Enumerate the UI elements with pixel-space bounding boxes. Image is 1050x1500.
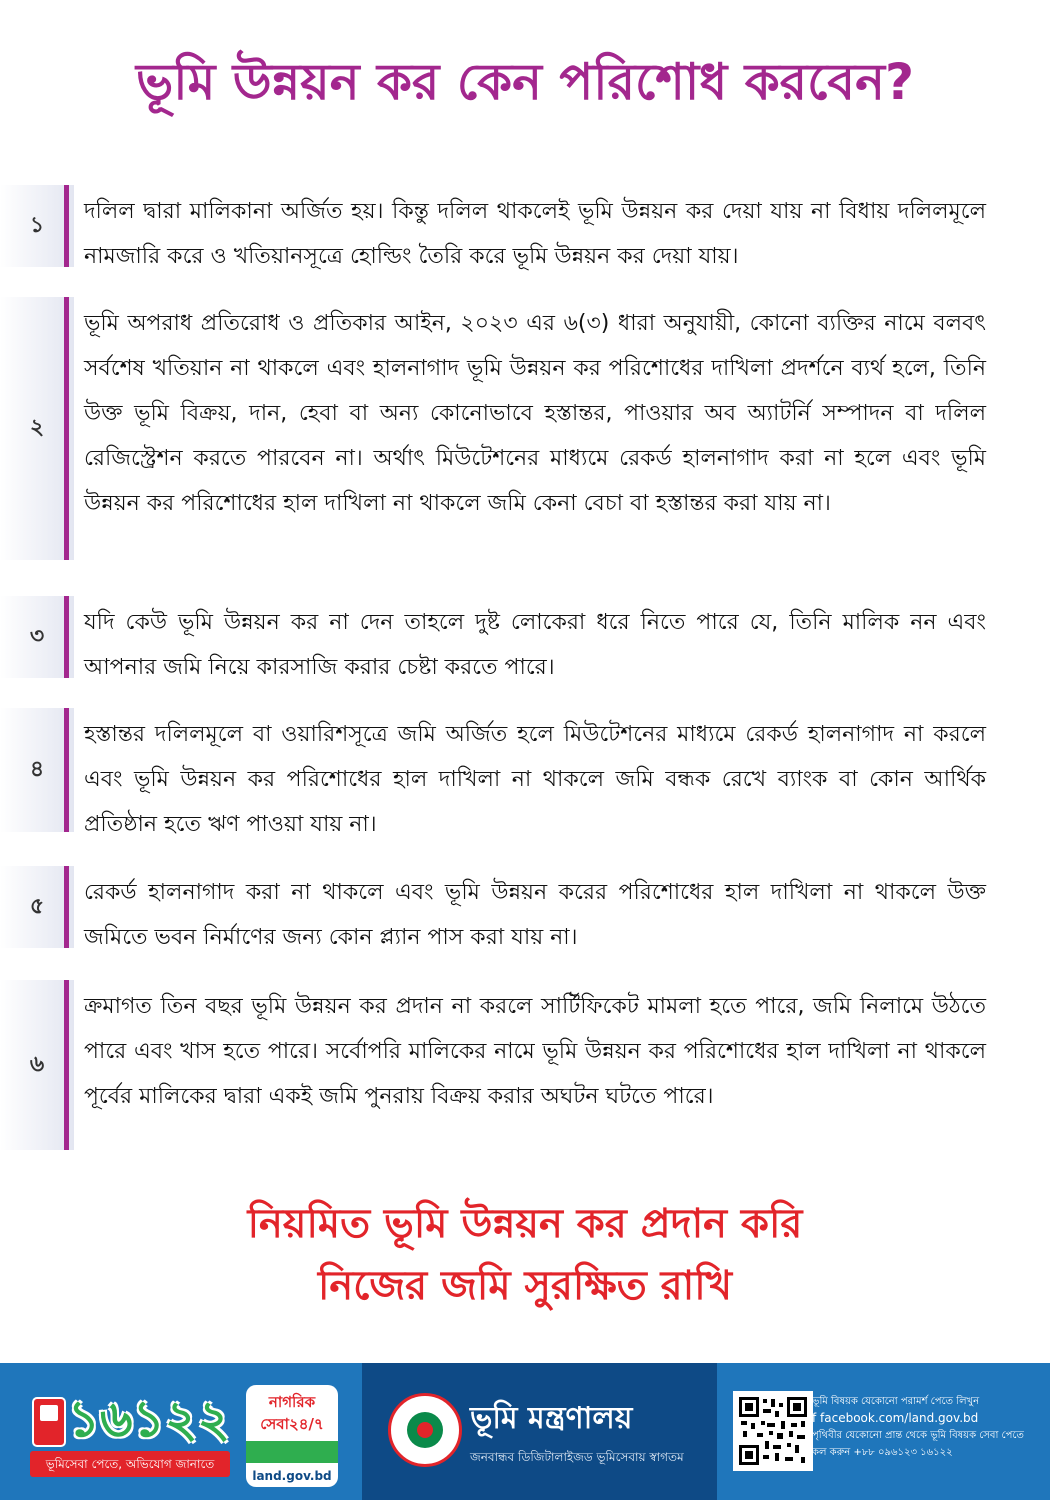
info-line-call: কল করুন +৮৮ ০৯৬১২৩ ১৬১২২ bbox=[812, 1447, 953, 1458]
item-number: ২ bbox=[0, 297, 74, 560]
list-item bbox=[0, 297, 1050, 560]
item-number: ৪ bbox=[0, 708, 74, 832]
seba-url: land.gov.bd bbox=[252, 1469, 332, 1483]
item-number: ১ bbox=[0, 185, 74, 267]
list-item bbox=[0, 866, 1050, 948]
slogan-line-1: নিয়মিত ভূমি উন্নয়ন কর প্রদান করি bbox=[247, 1201, 803, 1247]
nagorik-seba-logo bbox=[246, 1385, 338, 1487]
item-accent-bar bbox=[64, 866, 69, 948]
item-accent-bar bbox=[64, 185, 69, 267]
qr-code-graphic bbox=[737, 1395, 809, 1467]
list-item bbox=[0, 980, 1050, 1150]
seba-line-2: সেবা২৪/৭ bbox=[260, 1415, 324, 1433]
hotline-tagline: ভূমিসেবা পেতে, অভিযোগ জানাতে bbox=[30, 1451, 230, 1477]
item-number: ৬ bbox=[0, 980, 74, 1150]
item-text: রেকর্ড হালনাগাদ করা না থাকলে এবং ভূমি উন্নয়ন করের পরিশোধের হাল দাখিলা না থাকলে উক্ত জমিতে ভবন নির্মাণের জন্য কোন প্ল্যান পাস করা যায় না। bbox=[84, 880, 986, 950]
item-accent-bar bbox=[64, 596, 69, 678]
page-title: ভূমি উন্নয়ন কর কেন পরিশোধ করবেন? bbox=[136, 53, 914, 111]
ministry-tagline: জনবান্ধব ডিজিটালাইজড ভূমিসেবায় স্বাগতম bbox=[470, 1450, 684, 1464]
info-line-service: পৃথিবীর যেকোনো প্রান্ত থেকে ভূমি বিষয়ক সেবা পেতে bbox=[812, 1430, 1024, 1441]
seba-line-1: নাগরিক bbox=[268, 1393, 316, 1411]
green-hill-graphic bbox=[246, 1441, 338, 1463]
item-accent-bar bbox=[64, 297, 69, 560]
item-accent-bar bbox=[64, 980, 69, 1150]
info-line-advice: ভূমি বিষয়ক যেকোনো পরামর্শ পেতে লিখুন bbox=[812, 1396, 980, 1407]
facebook-link[interactable]: f facebook.com/land.gov.bd bbox=[812, 1411, 979, 1425]
item-text: ক্রমাগত তিন বছর ভূমি উন্নয়ন কর প্রদান না করলে সার্টিফিকেট মামলা হতে পারে, জমি নিলামে উঠতে পারে এবং খাস হতে পারে। সর্বোপরি মালিকের নামে ভূমি উন্নয়ন কর পরিশোধের হাল দাখিলা না থাকলে পূর্বের মালিকের দ্বারা একই জমি পুনরায় বিক্রয় করার অঘটন ঘটতে পারে। bbox=[84, 994, 986, 1109]
qr-code-icon bbox=[733, 1391, 813, 1471]
item-text: হস্তান্তর দলিলমূলে বা ওয়ারিশসূত্রে জমি অর্জিত হলে মিউটেশনের মাধ্যমে রেকর্ড হালনাগাদ না করলে এবং ভূমি উন্নয়ন কর পরিশোধের হাল দাখিলা না থাকলে জমি বন্ধক রেখে ব্যাংক বা কোন আর্থিক প্রতিষ্ঠান হতে ঋণ পাওয়া যায় না। bbox=[84, 722, 986, 837]
item-accent-bar bbox=[64, 708, 69, 832]
list-item bbox=[0, 596, 1050, 678]
list-item bbox=[0, 185, 1050, 267]
seba-logo-text bbox=[246, 1385, 338, 1443]
contact-info bbox=[812, 1393, 1042, 1461]
footer-banner bbox=[0, 1363, 1050, 1500]
ministry-name: ভূমি মন্ত্রণালয় bbox=[470, 1401, 633, 1436]
hotline-number: ১৬১২২ bbox=[67, 1390, 230, 1448]
item-text: ভূমি অপরাধ প্রতিরোধ ও প্রতিকার আইন, ২০২৩ এর ৬(৩) ধারা অনুযায়ী, কোনো ব্যক্তির নামে বলবৎ সর্বশেষ খতিয়ান না থাকলে এবং হালনাগাদ ভূমি উন্নয়ন কর পরিশোধের দাখিলা প্রদর্শনে ব্যর্থ হলে, তিনি উক্ত ভূমি বিক্রয়, দান, হেবা বা অন্য কোনোভাবে হস্তান্তর, পাওয়ার অব অ্যাটর্নি সম্পাদন বা দলিল রেজিস্ট্রেশন করতে পারবেন না। অর্থাৎ মিউটেশনের মাধ্যমে রেকর্ড হালনাগাদ করা না হলে এবং ভূমি উন্নয়ন কর পরিশোধের হাল দাখিলা না থাকলে জমি কেনা বেচা বা হস্তান্তর করা যায় না। bbox=[84, 311, 986, 516]
slogan-line-2: নিজের জমি সুরক্ষিত রাখি bbox=[317, 1263, 732, 1309]
item-number: ৫ bbox=[0, 866, 74, 948]
list-item bbox=[0, 708, 1050, 837]
government-seal-icon bbox=[388, 1393, 462, 1467]
mobile-phone-icon bbox=[32, 1397, 66, 1447]
item-text: দলিল দ্বারা মালিকানা অর্জিত হয়। কিন্তু দলিল থাকলেই ভূমি উন্নয়ন কর দেয়া যায় না বিধায় দলিলমূলে নামজারি করে ও খতিয়ানসূত্রে হোল্ডিং তৈরি করে ভূমি উন্নয়ন কর দেয়া যায়। bbox=[84, 199, 986, 269]
item-number: ৩ bbox=[0, 596, 74, 678]
hotline-badge bbox=[30, 1391, 230, 1481]
item-text: যদি কেউ ভূমি উন্নয়ন কর না দেন তাহলে দুষ্ট লোকেরা ধরে নিতে পারে যে, তিনি মালিক নন এবং আপনার জমি নিয়ে কারসাজি করার চেষ্টা করতে পারে। bbox=[84, 610, 986, 680]
